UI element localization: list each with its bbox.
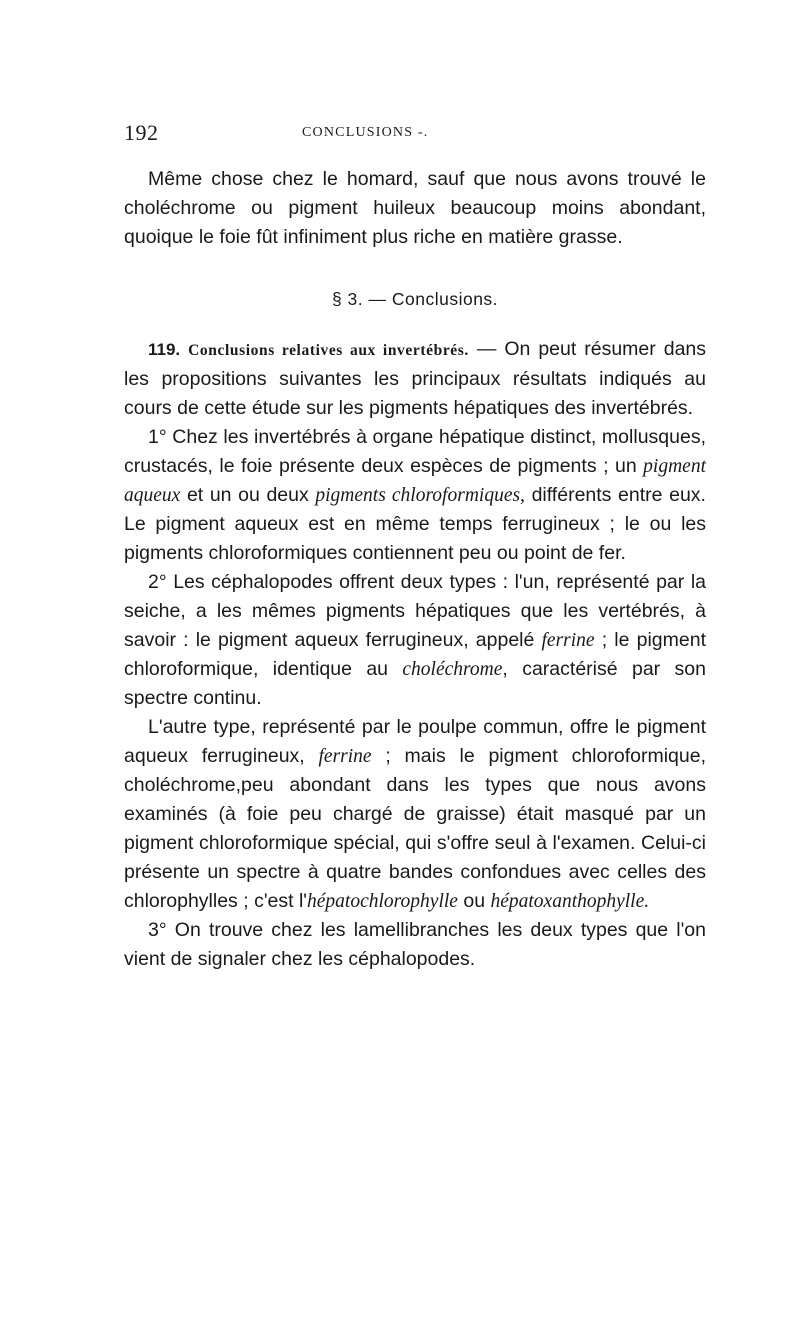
running-head xyxy=(124,120,704,150)
article-intro: — On peut résumer dans les propositions suivantes les principaux résultats indiqués au cours de cette étude sur les pigments hépatiques des invertébrés. xyxy=(124,338,707,419)
text-run: 1° Chez les invertébrés à organe hépatique distinct, mollusques, crustacés, le foie présente deux espèces de pigments ; un xyxy=(124,426,706,477)
article-number: 119. xyxy=(148,340,181,359)
italic-term: hépatochlorophylle xyxy=(307,891,458,912)
italic-term: ferrine xyxy=(318,746,372,767)
section-title: § 3. — Conclusions. xyxy=(331,289,499,309)
italic-term: hépatoxanthophylle. xyxy=(490,891,650,912)
running-title: CONCLUSIONS -. xyxy=(302,125,429,140)
italic-term: ferrine xyxy=(541,630,595,651)
italic-term: choléchrome xyxy=(402,659,503,680)
text-run: ; mais le pigment chloroformique, choléchrome,peu abondant dans les types que nous avons examinés (à foie peu chargé de graisse) était masqué par un pigment chloroformique spécial, qui s'offre seul à l'examen. Celui-ci présente un spectre à quatre bandes confondues avec celles des chlorophylles ; c'est l' xyxy=(124,745,706,912)
text-run: différents entre eux. Le pigment aqueux est en même temps ferrugineux ; le ou les pigments chloroformiques contiennent peu ou point de fer. xyxy=(124,484,706,564)
paragraph-point-3: 3° On trouve chez les lamellibranches les deux types que l'on vient de signaler chez les céphalopodes. xyxy=(124,919,706,970)
paragraph-point-2 xyxy=(124,568,706,713)
text-run: ; le pigment chloroformique, identique au xyxy=(124,629,706,680)
paragraph-article-119 xyxy=(124,335,706,423)
paragraph-point-1 xyxy=(124,423,706,568)
text-run: 2° Les céphalopodes offrent deux types : l'un, représenté par la seiche, a les mêmes pigments hépatiques que les vertébrés, à savoir : le pigment aqueux ferrugineux, appelé xyxy=(124,571,706,651)
paragraph-lobster: Même chose chez le homard, sauf que nous avons trouvé le choléchrome ou pigment huileux beaucoup moins abondant, quoique le foie fût infiniment plus riche en matière grasse. xyxy=(124,168,706,248)
body-text xyxy=(124,165,706,974)
paragraph-point-2b xyxy=(124,713,706,916)
italic-term: pigments chloroformiques, xyxy=(315,485,525,506)
text-run: et un ou deux xyxy=(180,484,316,506)
page-number: 192 xyxy=(124,120,159,145)
article-heading: Conclusions relatives aux invertébrés. xyxy=(188,342,469,359)
text-run: ou xyxy=(457,890,491,912)
italic-term: pigment aqueux xyxy=(124,456,706,506)
text-run: , caractérisé par son spectre continu. xyxy=(124,658,706,709)
text-run: L'autre type, représenté par le poulpe commun, offre le pigment aqueux ferrugineux, xyxy=(124,716,706,767)
